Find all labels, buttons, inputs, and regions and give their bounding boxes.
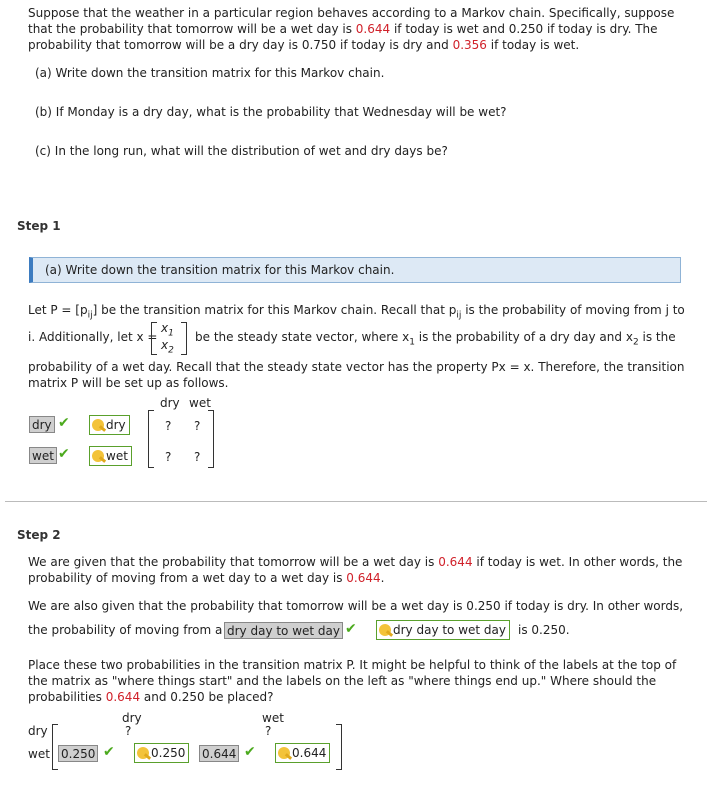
step2-para-2b: the probability of moving from a bbox=[28, 623, 223, 637]
cell-wet-dry-answer: 0.250 bbox=[134, 743, 189, 763]
row2-answer: wet bbox=[89, 446, 132, 466]
row1-answer: dry bbox=[89, 415, 130, 435]
check-icon: ✔ bbox=[58, 415, 70, 431]
cell-wet-wet-input[interactable]: 0.644 bbox=[199, 745, 239, 762]
matrix2-bracket-right bbox=[336, 724, 342, 770]
vector-x1: $x_1$ bbox=[161, 321, 174, 339]
question-a: (a) Write down the transition matrix for this Markov chain. bbox=[35, 66, 385, 80]
check-icon: ✔ bbox=[103, 744, 115, 760]
row2-label-input[interactable]: wet bbox=[29, 447, 57, 464]
check-icon: ✔ bbox=[345, 621, 357, 637]
step1-line-2a: i. Additionally, let x = bbox=[28, 330, 158, 344]
key-icon bbox=[92, 450, 104, 462]
step2-para-2c: is 0.250. bbox=[518, 623, 570, 637]
step1-line-3: probability of a wet day. Recall that the steady state vector has the property Px = x. Therefore, the transition matrix P will be set up as follows. bbox=[28, 360, 685, 390]
matrix2-row-wet: wet bbox=[28, 747, 50, 761]
row1-label-input[interactable]: dry bbox=[29, 416, 55, 433]
key-icon bbox=[379, 624, 391, 636]
intro-line-2: that the probability that tomorrow will be a wet day is 0.644 if today is wet and 0.250 if today is dry. The bbox=[28, 22, 658, 36]
matrix2-col-dry: dry bbox=[122, 711, 142, 725]
matrix2-col-dry-q: ? bbox=[125, 724, 132, 738]
matrix-cell-21: ? bbox=[165, 450, 172, 464]
check-icon: ✔ bbox=[58, 446, 70, 462]
step-2-title: Step 2 bbox=[17, 528, 61, 542]
key-icon bbox=[92, 419, 104, 431]
matrix-bracket-left bbox=[148, 410, 154, 468]
matrix-cell-11: ? bbox=[165, 419, 172, 433]
dry-to-wet-answer: dry day to wet day bbox=[376, 620, 510, 640]
step-1-title: Step 1 bbox=[17, 219, 61, 233]
divider bbox=[5, 501, 707, 502]
vector-bracket-left bbox=[151, 322, 157, 355]
question-b: (b) If Monday is a dry day, what is the probability that Wednesday will be wet? bbox=[35, 105, 507, 119]
step1-line-2b: be the steady state vector, where $x_1$ is the probability of a dry day and $x_2$ is the bbox=[195, 330, 676, 348]
matrix-cell-22: ? bbox=[194, 450, 201, 464]
vector-bracket-right bbox=[181, 322, 187, 355]
banner-text: (a) Write down the transition matrix for this Markov chain. bbox=[45, 263, 395, 277]
matrix2-col-wet: wet bbox=[262, 711, 284, 725]
problem-statement bbox=[28, 5, 698, 53]
step2-para-2a: We are also given that the probability that tomorrow will be a wet day is 0.250 if today is dry. In other words, bbox=[28, 599, 684, 613]
key-icon bbox=[278, 747, 290, 759]
matrix-col-wet: wet bbox=[189, 396, 211, 410]
question-c: (c) In the long run, what will the distribution of wet and dry days be? bbox=[35, 144, 448, 158]
step-1-banner bbox=[29, 257, 681, 283]
intro-line-1: Suppose that the weather in a particular region behaves according to a Markov chain. Specifically, suppose bbox=[28, 6, 675, 20]
matrix2-col-wet-q: ? bbox=[265, 724, 272, 738]
cell-wet-dry-input[interactable]: 0.250 bbox=[58, 745, 98, 762]
prob-wet-wet: 0.644 bbox=[355, 22, 391, 36]
intro-line-3: probability that tomorrow will be a dry day is 0.750 if today is dry and 0.356 if today is wet. bbox=[28, 38, 580, 52]
key-icon bbox=[137, 747, 149, 759]
matrix2-row-dry: dry bbox=[28, 724, 48, 738]
prob-dry-wet: 0.356 bbox=[452, 38, 487, 52]
matrix-bracket-right bbox=[208, 410, 214, 468]
step2-para-1: We are given that the probability that tomorrow will be a wet day is 0.644 if today is wet. In other words, the probability of moving from a wet day to a wet day is 0.644. bbox=[28, 555, 683, 585]
vector-x2: $x_2$ bbox=[161, 338, 174, 356]
cell-wet-wet-answer: 0.644 bbox=[275, 743, 330, 763]
step1-line-1: Let $P = [p_{ij}]$ be the transition matrix for this Markov chain. Recall that $p_{ij}$ is the probability of moving from j to bbox=[28, 303, 685, 321]
matrix-col-dry: dry bbox=[160, 396, 180, 410]
step2-para-3: Place these two probabilities in the transition matrix P. It might be helpful to think of the labels at the top of the matrix as "where things start" and the labels on the left as "where things end up." Where should the probabilities 0.644 and 0.250 be placed? bbox=[28, 658, 677, 704]
check-icon: ✔ bbox=[244, 744, 256, 760]
matrix-cell-12: ? bbox=[194, 419, 201, 433]
dry-to-wet-input[interactable]: dry day to wet day bbox=[224, 622, 343, 639]
